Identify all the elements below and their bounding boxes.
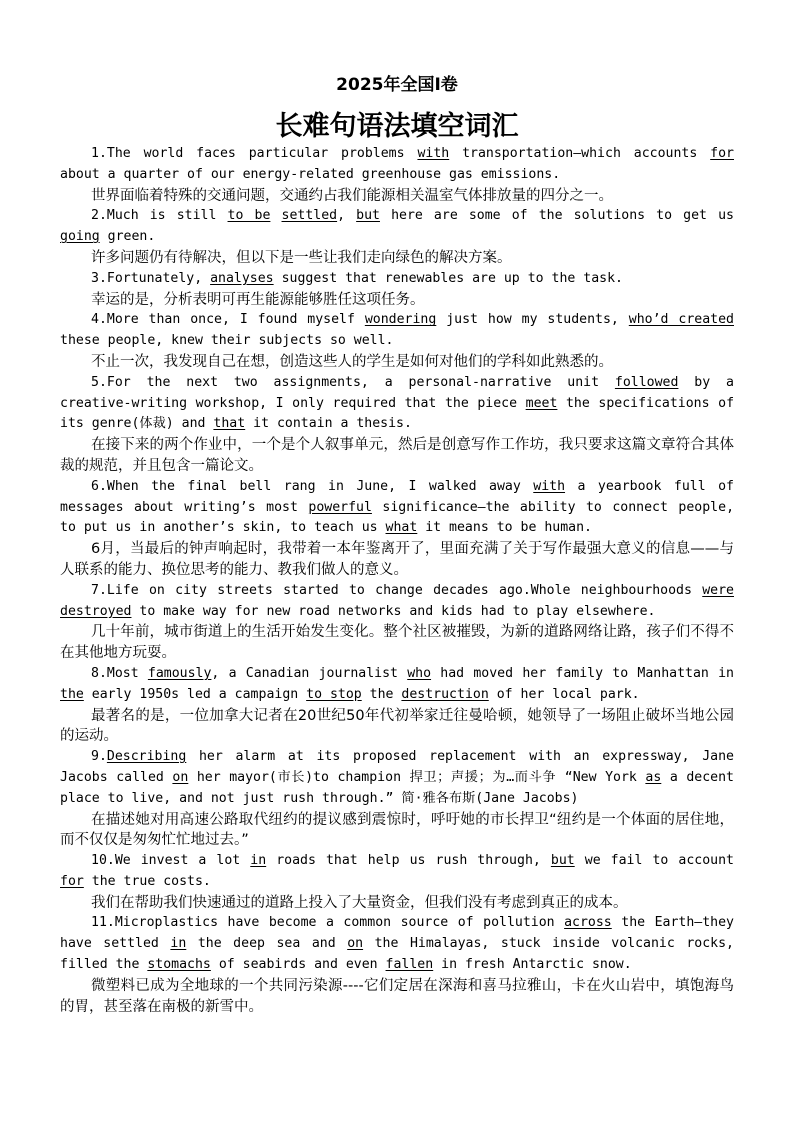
sentence-text bbox=[270, 208, 281, 223]
sentence-text: we fail to account bbox=[574, 853, 734, 869]
answer-word: but bbox=[550, 853, 575, 869]
answer-word: in bbox=[170, 936, 187, 952]
answer-word: in bbox=[250, 853, 267, 869]
answer-word: for bbox=[710, 146, 734, 161]
english-sentence bbox=[60, 373, 734, 435]
answer-word: who’d created bbox=[628, 312, 734, 328]
english-sentence bbox=[60, 747, 734, 809]
answer-word: Describing bbox=[106, 749, 187, 765]
sentence-text: 8.Most bbox=[91, 665, 148, 681]
answer-word: wondering bbox=[364, 312, 437, 328]
answer-word: followed bbox=[614, 374, 679, 390]
sentence-text: in fresh Antarctic snow. bbox=[433, 957, 632, 973]
answer-word: powerful bbox=[308, 499, 372, 515]
answer-word: on bbox=[347, 936, 364, 952]
sentence-text: 10.We invest a lot bbox=[91, 853, 251, 869]
answer-word: that bbox=[213, 416, 246, 432]
chinese-translation: 微塑料已成为全地球的一个共同污染源----它们定居在深海和喜马拉雅山，卡在火山岩中，填饱海鸟的胃，甚至落在南极的新雪中。 bbox=[60, 977, 734, 1015]
sentence-text: by a creative-writing workshop, I only required that the piece bbox=[60, 374, 734, 411]
sentence-text: 7.Life on city streets started to change decades ago.Whole neighbourhoods bbox=[91, 582, 703, 598]
sentence-text: the true costs. bbox=[83, 873, 211, 889]
sentence-text: 4.More than once, I found myself bbox=[91, 312, 365, 328]
sentence-text: 11.Microplastics have become a common source of pollution bbox=[91, 915, 565, 931]
english-sentence bbox=[60, 310, 734, 352]
sentence-text: her mayor(市长)to champion 捍卫；声援；为…而斗争 “New York bbox=[188, 769, 646, 785]
sentence-text: it means to be human. bbox=[417, 520, 592, 536]
english-sentence bbox=[60, 477, 734, 539]
answer-word: the bbox=[60, 686, 84, 702]
sentence-text: significance—the ability to connect people, to put us in another’s skin, to teach us bbox=[60, 499, 735, 536]
sentence-text: of seabirds and even bbox=[210, 957, 386, 973]
answer-word: stomachs bbox=[147, 957, 211, 973]
answer-word: meet bbox=[525, 395, 558, 411]
answer-word: across bbox=[564, 915, 612, 931]
sentence-text: these people, knew their subjects so well. bbox=[60, 333, 394, 349]
sentence-text: a decent place to live, and not just rush through.” 简·雅各布斯(Jane Jacobs) bbox=[60, 769, 734, 806]
english-sentence bbox=[60, 664, 734, 706]
answer-word: who bbox=[407, 665, 432, 681]
chinese-translation: 在描述她对用高速公路取代纽约的提议感到震惊时，呼吁她的市长捍卫“纽约是一个体面的居住地，而不仅仅是匆匆忙忙地过去。” bbox=[60, 811, 734, 849]
answer-word: analyses bbox=[210, 270, 274, 286]
answer-word: to stop bbox=[306, 686, 362, 702]
answer-word: but bbox=[356, 208, 380, 224]
english-sentence bbox=[60, 581, 734, 623]
chinese-translation: 6月，当最后的钟声响起时，我带着一本年鉴离开了，里面充满了关于写作最强大意义的信息——与人联系的能力、换位思考的能力、教我们做人的意义。 bbox=[60, 541, 734, 578]
exam-title: 2025年全国Ⅰ卷 bbox=[336, 75, 458, 95]
chinese-translation: 最著名的是，一位加拿大记者在20世纪50年代初举家迁往曼哈顿，她领导了一场阻止破坏当地公园的运动。 bbox=[60, 707, 734, 745]
sentence-text: 9. bbox=[91, 749, 107, 765]
english-sentence bbox=[60, 913, 734, 975]
sentence-text: just how my students, bbox=[436, 312, 629, 328]
sentence-text: here are some of the solutions to get us bbox=[379, 208, 734, 224]
sentence-text: a yearbook full of messages about writing’s most bbox=[60, 478, 734, 515]
sentence-text: transportation—which accounts bbox=[449, 146, 711, 161]
sentence-text: the deep sea and bbox=[186, 936, 348, 952]
english-sentence bbox=[60, 144, 734, 186]
sentence-text: the specifications of its genre(体裁) and bbox=[60, 395, 735, 432]
sentence-text: 6.When the final bell rang in June, I walked away bbox=[91, 478, 534, 494]
english-sentence bbox=[60, 206, 734, 248]
sentence-text: 2.Much is still bbox=[91, 208, 228, 224]
document-heading: 长难句语法填空词汇 bbox=[275, 111, 519, 142]
chinese-translation: 幸运的是，分析表明可再生能源能够胜任这项任务。 bbox=[91, 291, 425, 308]
answer-word: were destroyed bbox=[60, 582, 734, 619]
english-sentence bbox=[60, 851, 734, 893]
answer-word: as bbox=[645, 769, 662, 785]
sentence-text: , a Canadian journalist bbox=[211, 665, 408, 681]
sentence-text: the Earth—they have settled bbox=[60, 915, 734, 952]
chinese-translation: 我们在帮助我们快速通过的道路上投入了大量资金，但我们没有考虑到真正的成本。 bbox=[91, 894, 628, 911]
sentence-text: 5.For the next two assignments, a personal-narrative unit bbox=[91, 374, 615, 390]
answer-word: with bbox=[417, 146, 450, 161]
chinese-translation: 世界面临着特殊的交通问题，交通约占我们能源相关温室气体排放量的四分之一。 bbox=[91, 187, 613, 204]
sentence-text: about a quarter of our energy-related greenhouse gas emissions. bbox=[60, 166, 561, 182]
answer-word: what bbox=[385, 520, 418, 536]
answer-word: with bbox=[533, 478, 566, 494]
sentence-text: the bbox=[361, 686, 402, 702]
answer-word: going bbox=[60, 229, 100, 245]
english-sentence bbox=[60, 269, 734, 290]
answer-word: destruction bbox=[401, 686, 489, 702]
sentence-text: early 1950s led a campaign bbox=[83, 686, 307, 702]
answer-word: settled bbox=[281, 208, 338, 224]
sentence-text: her alarm at its proposed replacement with an expressway, Jane Jacobs called bbox=[60, 749, 734, 785]
sentence-text: , bbox=[337, 208, 357, 224]
chinese-translation: 在接下来的两个作业中，一个是个人叙事单元，然后是创意写作工作坊，我只要求这篇文章符合其体裁的规范，并且包含一篇论文。 bbox=[60, 437, 734, 474]
sentence-text: 3.Fortunately, bbox=[91, 270, 211, 286]
sentence-text: to make way for new road networks and kids had to play elsewhere. bbox=[131, 603, 656, 619]
sentence-text: roads that help us rush through, bbox=[266, 853, 551, 869]
answer-word: fallen bbox=[385, 957, 434, 973]
chinese-translation: 许多问题仍有待解决，但以下是一些让我们走向绿色的解决方案。 bbox=[91, 249, 512, 266]
sentence-text: had moved her family to Manhattan in bbox=[431, 665, 734, 681]
sentence-text: suggest that renewables are up to the task. bbox=[273, 270, 623, 286]
answer-word: for bbox=[60, 873, 84, 889]
sentence-list bbox=[60, 144, 734, 1017]
sentence-text: green. bbox=[99, 229, 156, 245]
sentence-text: of her local park. bbox=[488, 686, 640, 702]
sentence-text: the Himalayas, stuck inside volcanic rocks, filled the bbox=[60, 936, 734, 973]
chinese-translation: 几十年前，城市街道上的生活开始发生变化。整个社区被摧毁，为新的道路网络让路，孩子们不得不在其他地方玩耍。 bbox=[60, 624, 734, 662]
answer-word: famously bbox=[147, 665, 212, 681]
answer-word: to be bbox=[227, 208, 271, 224]
sentence-text: it contain a thesis. bbox=[245, 416, 412, 432]
chinese-translation: 不止一次，我发现自己在想，创造这些人的学生是如何对他们的学科如此熟悉的。 bbox=[91, 353, 613, 370]
answer-word: on bbox=[172, 769, 189, 785]
sentence-text: 1.The world faces particular problems bbox=[91, 146, 418, 161]
